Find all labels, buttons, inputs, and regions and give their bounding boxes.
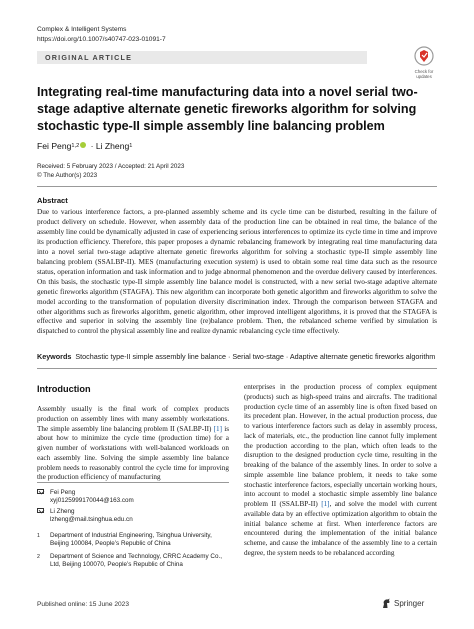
- keywords-line: [37, 352, 437, 361]
- footnote-divider: [37, 482, 229, 483]
- received-accepted-dates: Received: 5 February 2023 / Accepted: 21 April 2023: [37, 163, 185, 170]
- check-updates-icon: [414, 46, 434, 68]
- citation-link[interactable]: [1]: [213, 424, 222, 433]
- introduction-column-right: [244, 383, 437, 559]
- keywords-label: Keywords: [37, 352, 72, 361]
- contact-name: Fei Peng: [50, 489, 76, 496]
- author-name[interactable]: Fei Peng: [37, 141, 72, 151]
- copyright-notice: © The Author(s) 2023: [37, 172, 98, 179]
- contact-name: Li Zheng: [50, 508, 75, 515]
- article-type-label: ORIGINAL ARTICLE: [45, 53, 133, 62]
- affiliation-entry: [37, 532, 227, 548]
- keywords-text: Stochastic type-II simple assembly line balance · Serial two-stage · Adaptive alternate genetic fireworks algorithm: [75, 352, 436, 361]
- article-title: Integrating real-time manufacturing data into a novel serial two-stage adaptive alternate genetic fireworks algorithm for solving stochastic type-II simple assembly line balancing problem: [37, 85, 418, 133]
- paragraph-text: , and solve the model with current available data by an effective optimization algorithm to obtain the initial balance scheme at first. When interference factors are encountered during the implementation of the initial balance scheme, and cause the imbalance of the assembly line to a certain degree, the system needs to be rebalanced according: [244, 500, 437, 557]
- divider: [37, 186, 437, 187]
- check-for-updates-button[interactable]: [409, 46, 439, 82]
- abstract-body: Due to various interference factors, a pre-planned assembly scheme and its cycle time can be disturbed, resulting in the failure of product delivery on schedule. However, when assembly data of the production line can be obtained in real time, the balance of the assembly line could be dynamically adjusted in case of experiencing serious interferences to optimize its cycle time in time and improve its production efficiency. Therefore, this paper proposes a dynamic rebalancing framework by integrating real time manufacturing data into a novel serial two-stage adaptive alternate genetic fireworks algorithm for solving a stochastic type-II simple assembly line balancing problem (SSALBP-II). MES (manufacturing execution system) is used to obtain some real time data such as the resource status, operation information and task information and to judge abnormal phenomenon and the overdue delivery caused by interferences. On this basis, the stochastic type-II simple assembly line balance model is constructed, with a new serial two-stage adaptive alternate genetic fireworks algorithm (STAGFA). This new algorithm can incorporate both genetic algorithm and fireworks algorithm to solve the model according to the transformation of population diversity discrimination index. Through the comparison between STAGFA and other algorithms such as fireworks algorithm, genetic algorithm, other improved intelligent algorithms, it is proved that the STAGFA is effective and superior in solving the assembly line (re)balance problem. Then, the rebalanced scheme verified by simulation is dispatched to control the physical assembly line and realize dynamic rebalancing cycle time effectively.: [37, 207, 437, 336]
- divider: [37, 368, 437, 369]
- affiliation-number: 1: [37, 533, 40, 539]
- affiliation-text: Department of Industrial Engineering, Tsinghua University, Beijing 100084, People’s Republic of China: [50, 532, 212, 548]
- contact-email[interactable]: lzheng@mail.tsinghua.edu.cn: [50, 516, 133, 524]
- paragraph-text: is about how to minimize the cycle time (production time) for a given number of workstations with well-balanced workloads on each assembly line. Solving the simple assembly line balance problem needs to reasonably control the cycle time for improving the production efficiency of manufacturing: [37, 424, 229, 482]
- check-updates-label: Check for updates: [414, 69, 434, 79]
- introduction-column-left: [37, 405, 229, 483]
- envelope-icon: [37, 508, 44, 513]
- contact-email[interactable]: xyj0125999170044@163.com: [50, 497, 134, 505]
- journal-name: Complex & Intelligent Systems: [37, 26, 127, 33]
- affiliation-text: Department of Science and Technology, CRRC Academy Co., Ltd, Beijing 100070, People’s Republic of China: [50, 553, 222, 569]
- orcid-icon[interactable]: [80, 142, 86, 148]
- contact-entry: [37, 508, 133, 524]
- author-line: Fei Peng 1,2 · Li Zheng 1: [37, 141, 133, 151]
- author-name[interactable]: · Li Zheng: [90, 141, 130, 151]
- published-online-date: Published online: 15 June 2023: [37, 601, 130, 608]
- abstract-heading: Abstract: [37, 196, 68, 205]
- citation-link[interactable]: [1]: [321, 500, 330, 508]
- paragraph-text: enterprises in the production process of complex equipment (products) such as high-speed trains and aircrafts. The traditional production cycle time of an assembly line is often fixed based on its precedent plan. However, in the actual production process, due to various interference factors such as delay in assembly process, lack of materials, etc., the production line cannot fully implement the production according to the plan, which often leads to the disruption to the designed production cycle time, resulting in the breaking of the balance of the assembly lines. In order to solve a simple assemble line balance problem, it needs to take some stochastic interference factors, especially uncertain working hours, into account to model a stochastic simple assembly line balance problem II (SSALBP-II): [244, 383, 437, 508]
- paragraph-text: Assembly usually is the final work of complex products production on assembly lines with many assembly workstations. The simple assembly line balancing problem II (SALBP-II): [37, 405, 229, 433]
- doi-link[interactable]: https://doi.org/10.1007/s40747-023-01091-7: [37, 36, 166, 43]
- affiliation-number: 2: [37, 554, 40, 560]
- contact-entry: [37, 489, 134, 505]
- publisher-name: Springer: [394, 599, 425, 608]
- springer-horse-icon: [381, 598, 391, 609]
- envelope-icon: [37, 489, 44, 494]
- affiliation-entry: [37, 553, 227, 569]
- introduction-heading: Introduction: [37, 384, 91, 394]
- publisher-logo: [381, 598, 424, 609]
